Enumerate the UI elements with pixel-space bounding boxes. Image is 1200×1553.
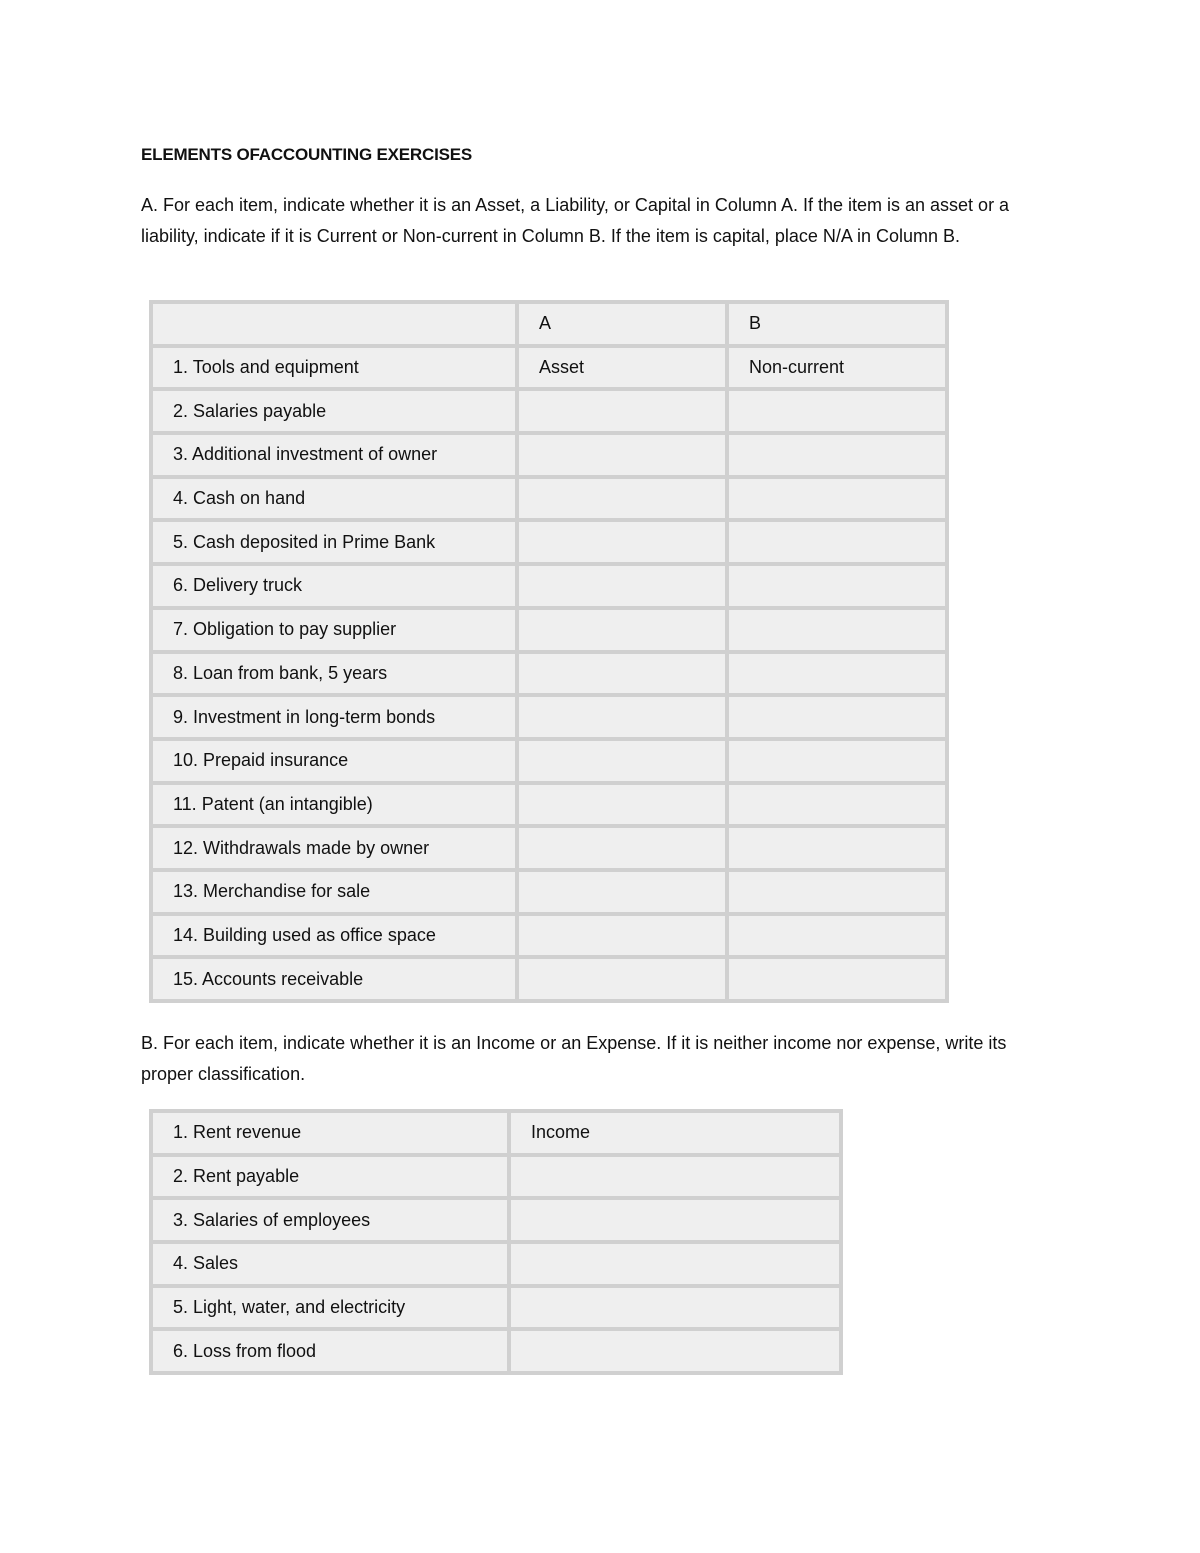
table-row (153, 654, 945, 694)
item-cell: 2. Rent payable (153, 1157, 507, 1197)
column-b-answer-cell[interactable] (729, 872, 945, 912)
table-row (153, 522, 945, 562)
table-header-row (153, 304, 945, 344)
table-row (153, 610, 945, 650)
column-b-answer-cell[interactable] (729, 916, 945, 956)
table-row (153, 916, 945, 956)
table-row (153, 959, 945, 999)
column-b-answer-cell[interactable] (729, 828, 945, 868)
column-b-answer-cell[interactable] (729, 479, 945, 519)
item-cell: 3. Salaries of employees (153, 1200, 507, 1240)
column-b-answer-cell[interactable] (729, 566, 945, 606)
item-cell: 6. Delivery truck (153, 566, 515, 606)
column-a-answer-cell[interactable] (519, 479, 725, 519)
column-a-answer-cell[interactable] (519, 566, 725, 606)
table-row (153, 697, 945, 737)
column-b-answer-cell[interactable] (729, 610, 945, 650)
classification-answer-cell[interactable] (511, 1157, 839, 1197)
classification-answer-cell[interactable] (511, 1288, 839, 1328)
column-b-answer-cell[interactable] (729, 391, 945, 431)
column-a-answer-cell[interactable]: Asset (519, 348, 725, 388)
column-a-answer-cell[interactable] (519, 959, 725, 999)
column-b-answer-cell[interactable] (729, 435, 945, 475)
classification-answer-cell[interactable] (511, 1200, 839, 1240)
column-b-answer-cell[interactable]: Non-current (729, 348, 945, 388)
item-cell: 2. Salaries payable (153, 391, 515, 431)
column-a-answer-cell[interactable] (519, 435, 725, 475)
page-title: ELEMENTS OFACCOUNTING EXERCISES (141, 145, 473, 164)
column-a-answer-cell[interactable] (519, 522, 725, 562)
item-cell: 8. Loan from bank, 5 years (153, 654, 515, 694)
item-cell: 9. Investment in long-term bonds (153, 697, 515, 737)
column-b-answer-cell[interactable] (729, 785, 945, 825)
table-row (153, 566, 945, 606)
item-cell: 11. Patent (an intangible) (153, 785, 515, 825)
item-cell: 6. Loss from flood (153, 1331, 507, 1371)
column-b-answer-cell[interactable] (729, 959, 945, 999)
column-a-answer-cell[interactable] (519, 828, 725, 868)
column-b-answer-cell[interactable] (729, 741, 945, 781)
section-a-table (149, 300, 949, 1003)
item-cell: 4. Sales (153, 1244, 507, 1284)
column-b-answer-cell[interactable] (729, 654, 945, 694)
item-cell: 3. Additional investment of owner (153, 435, 515, 475)
table-row (153, 1200, 839, 1240)
section-b-table (149, 1109, 843, 1375)
column-a-answer-cell[interactable] (519, 916, 725, 956)
column-a-answer-cell[interactable] (519, 610, 725, 650)
table-row (153, 348, 945, 388)
item-cell: 12. Withdrawals made by owner (153, 828, 515, 868)
section-b-instructions: B. For each item, indicate whether it is an Income or an Expense. If it is neither income nor expense, write its proper classification. (141, 1033, 1007, 1084)
column-b-answer-cell[interactable] (729, 522, 945, 562)
item-cell: 10. Prepaid insurance (153, 741, 515, 781)
item-cell: 13. Merchandise for sale (153, 872, 515, 912)
item-cell: 5. Light, water, and electricity (153, 1288, 507, 1328)
table-row (153, 391, 945, 431)
column-a-answer-cell[interactable] (519, 391, 725, 431)
header-cell-item (153, 304, 515, 344)
header-cell-column-b: B (729, 304, 945, 344)
table-row (153, 1113, 839, 1153)
column-a-answer-cell[interactable] (519, 785, 725, 825)
section-a-instructions: A. For each item, indicate whether it is an Asset, a Liability, or Capital in Column A. If the item is an asset or a liability, indicate if it is Current or Non-current in Column B. If the item is capital, place N/A in Column B. (141, 195, 1010, 246)
column-a-answer-cell[interactable] (519, 741, 725, 781)
column-a-answer-cell[interactable] (519, 697, 725, 737)
item-cell: 1. Tools and equipment (153, 348, 515, 388)
column-b-answer-cell[interactable] (729, 697, 945, 737)
table-row (153, 1157, 839, 1197)
item-cell: 15. Accounts receivable (153, 959, 515, 999)
item-cell: 14. Building used as office space (153, 916, 515, 956)
item-cell: 1. Rent revenue (153, 1113, 507, 1153)
column-a-answer-cell[interactable] (519, 872, 725, 912)
classification-answer-cell[interactable] (511, 1331, 839, 1371)
table-row (153, 435, 945, 475)
table-row (153, 1331, 839, 1371)
item-cell: 4. Cash on hand (153, 479, 515, 519)
table-row (153, 785, 945, 825)
classification-answer-cell[interactable]: Income (511, 1113, 839, 1153)
table-row (153, 1288, 839, 1328)
table-row (153, 1244, 839, 1284)
item-cell: 5. Cash deposited in Prime Bank (153, 522, 515, 562)
table-row (153, 479, 945, 519)
table-row (153, 872, 945, 912)
item-cell: 7. Obligation to pay supplier (153, 610, 515, 650)
column-a-answer-cell[interactable] (519, 654, 725, 694)
table-row (153, 741, 945, 781)
table-row (153, 828, 945, 868)
header-cell-column-a: A (519, 304, 725, 344)
classification-answer-cell[interactable] (511, 1244, 839, 1284)
